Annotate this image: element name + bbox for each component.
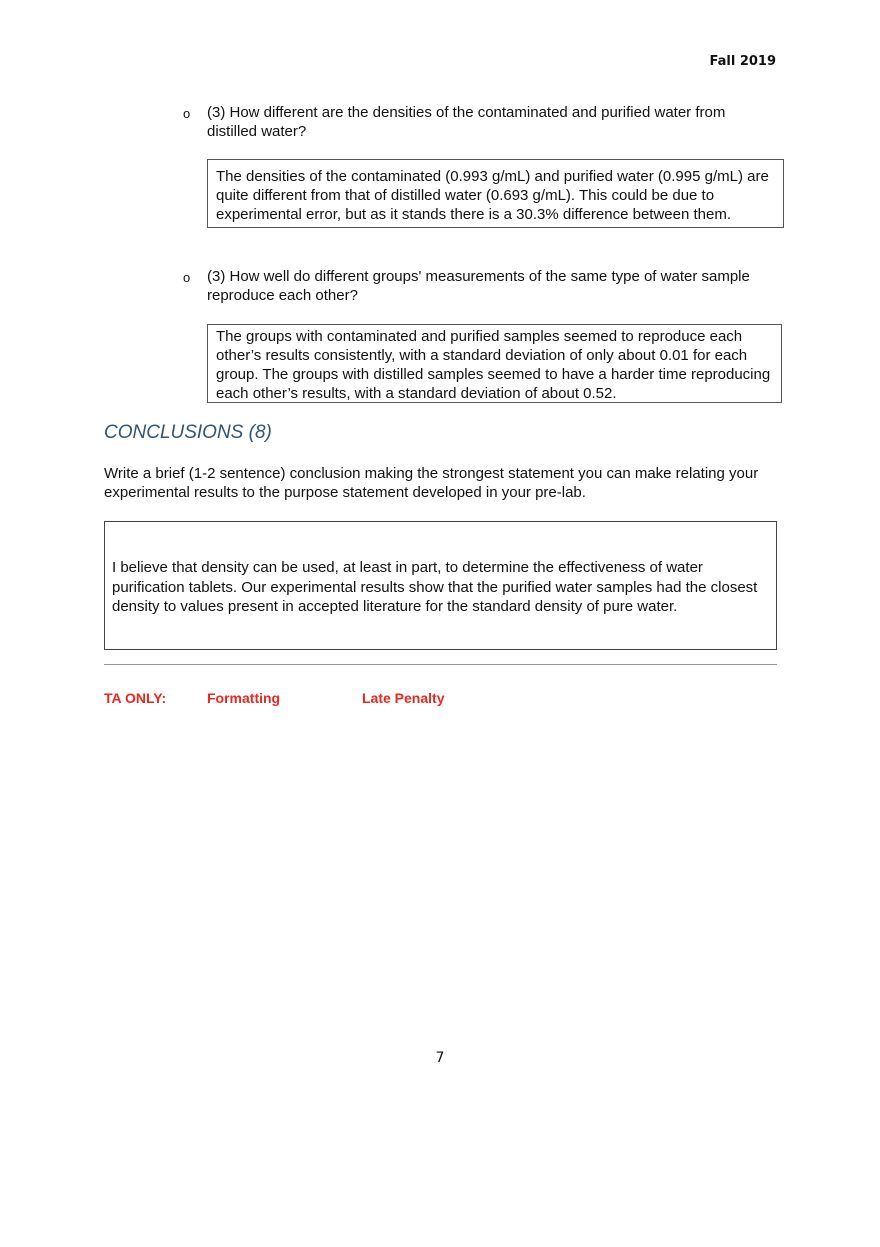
question-1-text: (3) How different are the densities of the contaminated and purified water from distilled water?: [207, 104, 726, 140]
page-number: 7: [435, 1050, 445, 1066]
conclusion-answer-box[interactable]: [104, 521, 777, 650]
header-term: Fall 2019: [709, 54, 776, 69]
bullet-icon: o: [183, 106, 191, 121]
question-1: [183, 103, 773, 141]
ta-late-penalty-label: Late Penalty: [362, 690, 445, 706]
answer-1-text: The densities of the contaminated (0.993 g/mL) and purified water (0.995 g/mL) are quite different from that of distilled water (0.693 g/mL). This could be due to experimental error, but as it stands there is a 30.3% difference between them.: [216, 168, 769, 223]
question-2-text: (3) How well do different groups' measurements of the same type of water sample reproduce each other?: [207, 268, 750, 304]
conclusion-answer-text: I believe that density can be used, at least in part, to determine the effectiveness of water purification tablets. Our experimental results show that the purified water samples had the closest density to values present in accepted literature for the standard density of pure water.: [112, 559, 758, 615]
bullet-icon: o: [183, 270, 191, 285]
ta-only-label: TA ONLY:: [104, 690, 167, 706]
answer-box-2[interactable]: [207, 324, 782, 403]
answer-box-1[interactable]: [207, 159, 784, 228]
conclusions-heading: CONCLUSIONS (8): [104, 422, 272, 443]
question-2: [183, 267, 773, 305]
divider: [104, 664, 777, 665]
conclusions-instructions: Write a brief (1-2 sentence) conclusion making the strongest statement you can make relating your experimental results to the purpose statement developed in your pre-lab.: [104, 465, 759, 501]
ta-formatting-label: Formatting: [207, 690, 281, 706]
answer-2-text: The groups with contaminated and purified samples seemed to reproduce each other’s results consistently, with a standard deviation of only about 0.01 for each group. The groups with distilled samples seemed to have a harder time reproducing each other’s results, with a standard deviation of about 0.52.: [216, 328, 771, 402]
